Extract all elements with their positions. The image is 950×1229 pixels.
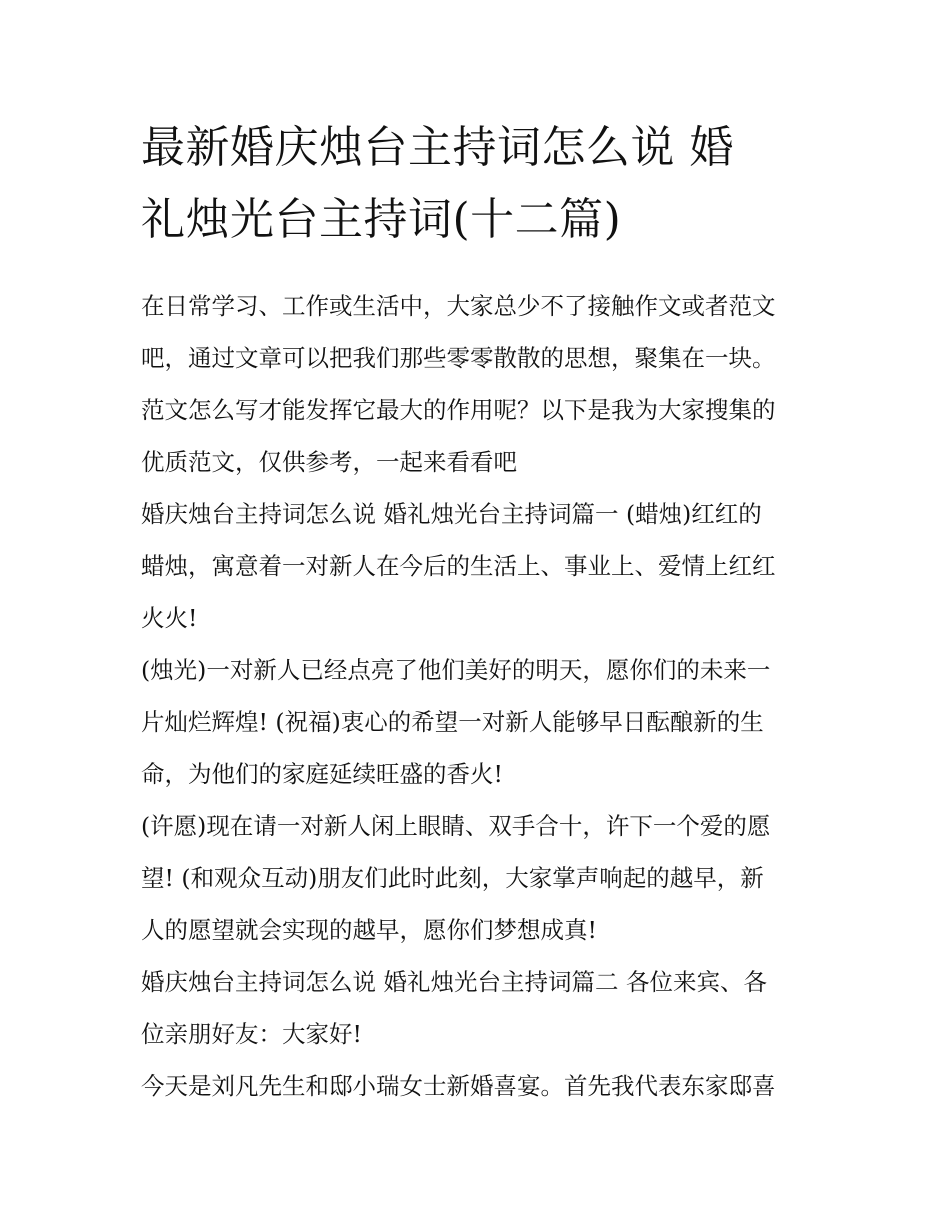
document-title: 最新婚庆烛台主持词怎么说 婚 礼烛光台主持词(十二篇) xyxy=(141,122,734,245)
wish-paragraph: (许愿)现在请一对新人闲上眼睛、双手合十，许下一个爱的愿 望! (和观众互动)朋友们此时此刻，大家掌声响起的越早，新 人的愿望就会实现的越早，愿你们梦想成真! xyxy=(141,812,771,944)
document-body xyxy=(141,280,821,1112)
section-one-paragraph: 婚庆烛台主持词怎么说 婚礼烛光台主持词篇一 (蜡烛)红红的 蜡烛，寓意着一对新人在今后的生活上、事业上、爱情上红红 火火! xyxy=(141,500,776,632)
intro-paragraph: 在日常学习、工作或生活中，大家总少不了接触作文或者范文 吧，通过文章可以把我们那些零零散散的思想，聚集在一块。 范文怎么写才能发挥它最大的作用呢？以下是我为大家搜集的 优质范文，仅供参考，一起来看看吧 xyxy=(141,292,776,476)
candle-light-paragraph: (烛光)一对新人已经点亮了他们美好的明天，愿你们的未来一 片灿烂辉煌! (祝福)衷心的希望一对新人能够早日酝酿新的生 命，为他们的家庭延续旺盛的香火! xyxy=(141,656,771,788)
wedding-feast-paragraph: 今天是刘凡先生和邸小瑞女士新婚喜宴。首先我代表东家邸喜 xyxy=(141,1072,776,1100)
document-content xyxy=(141,112,821,1112)
section-two-paragraph: 婚庆烛台主持词怎么说 婚礼烛光台主持词篇二 各位来宾、各 位亲朋好友：大家好! xyxy=(141,968,767,1048)
